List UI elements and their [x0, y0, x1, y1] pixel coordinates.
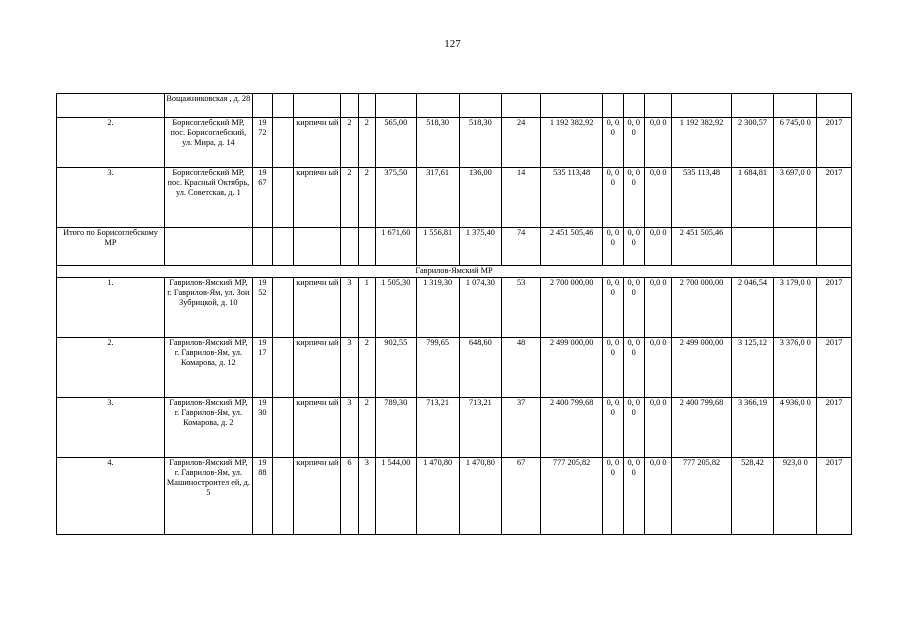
cell-cost-per-sqm: 528,42 [731, 458, 774, 535]
cell-address: Гаврилов-Ямский МР, г. Гаврилов-Ям, ул. Машиностроител ей, д. 5 [165, 458, 253, 535]
cell-cost-total: 2 451 505,46 [541, 228, 603, 266]
cell-address: Гаврилов-Ямский МР, г. Гаврилов-Ям, ул. Комарова, д. 12 [165, 338, 253, 398]
cell-year-2 [273, 278, 294, 338]
section-row [57, 266, 852, 278]
cell-completion-year: 2017 [817, 278, 852, 338]
cell-local-budget: 0,0 0 [644, 338, 672, 398]
cell-floors: 2 [341, 168, 358, 228]
cell-address: Гаврилов-Ямский МР, г. Гаврилов-Ям, ул. Зои Зубрицкой, д. 10 [165, 278, 253, 338]
cell-limit-cost: 6 745,0 0 [774, 118, 817, 168]
cell-address: Борисоглебский МР, пос. Красный Октябрь, ул. Советская, д. 1 [165, 168, 253, 228]
cell-living-area: 713,21 [416, 398, 459, 458]
cell-local-budget: 0,0 0 [644, 228, 672, 266]
cell-entrances: 2 [358, 118, 375, 168]
cell-total-area: 565,00 [375, 118, 416, 168]
cell-limit-cost: 4 936,0 0 [774, 398, 817, 458]
cell-entrances: 2 [358, 338, 375, 398]
cell-row-number: 2. [57, 118, 165, 168]
cell-completion-year: 2017 [817, 118, 852, 168]
cell-row-number: Итого по Борисоглебскому МР [57, 228, 165, 266]
cell-entrances: 1 [358, 278, 375, 338]
cell-wall-material [294, 228, 341, 266]
cell-local-budget: 0,0 0 [644, 458, 672, 535]
cell-private-area: 1 074,30 [459, 278, 502, 338]
cell-year-2 [273, 168, 294, 228]
cell-row-number: 3. [57, 168, 165, 228]
cell-limit-cost: 3 697,0 0 [774, 168, 817, 228]
cell-private-area: 136,00 [459, 168, 502, 228]
cell-fund-cost: 0, 0 0 [603, 398, 623, 458]
housing-register-table [56, 93, 852, 535]
cell-region-budget: 0, 0 0 [623, 168, 644, 228]
cell-floors: 6 [341, 458, 358, 535]
cell-residents [502, 94, 541, 118]
cell-cost-total: 535 113,48 [541, 168, 603, 228]
page-number: 127 [444, 38, 461, 50]
cell-row-number: 3. [57, 398, 165, 458]
cell-living-area [416, 94, 459, 118]
cell-completion-year [817, 94, 852, 118]
table-row [57, 278, 852, 338]
cell-region-budget: 0, 0 0 [623, 228, 644, 266]
cell-residents: 67 [502, 458, 541, 535]
cell-total-area [375, 94, 416, 118]
cell-address: Гаврилов-Ямский МР, г. Гаврилов-Ям, ул. Комарова, д. 2 [165, 398, 253, 458]
cell-fund-cost [603, 94, 623, 118]
cell-cost-per-sqm: 2 046,54 [731, 278, 774, 338]
cell-owner-funds: 2 451 505,46 [672, 228, 731, 266]
cell-floors [341, 228, 358, 266]
table-row [57, 168, 852, 228]
table-row [57, 94, 852, 118]
cell-owner-funds: 2 499 000,00 [672, 338, 731, 398]
cell-private-area: 713,21 [459, 398, 502, 458]
cell-cost-total: 2 400 799,68 [541, 398, 603, 458]
cell-private-area: 648,60 [459, 338, 502, 398]
cell-entrances: 2 [358, 398, 375, 458]
table-row [57, 458, 852, 535]
cell-fund-cost: 0, 0 0 [603, 338, 623, 398]
cell-row-number [57, 94, 165, 118]
cell-region-budget: 0, 0 0 [623, 118, 644, 168]
cell-local-budget: 0,0 0 [644, 278, 672, 338]
cell-cost-per-sqm: 1 684,81 [731, 168, 774, 228]
cell-floors: 2 [341, 118, 358, 168]
cell-cost-per-sqm [731, 228, 774, 266]
cell-year: 19 17 [252, 338, 272, 398]
cell-owner-funds: 535 113,48 [672, 168, 731, 228]
cell-cost-per-sqm: 3 366,19 [731, 398, 774, 458]
cell-year: 19 88 [252, 458, 272, 535]
cell-total-area: 1 671,60 [375, 228, 416, 266]
cell-total-area: 1 544,00 [375, 458, 416, 535]
cell-living-area: 518,30 [416, 118, 459, 168]
cell-year-2 [273, 228, 294, 266]
cell-owner-funds: 2 400 799,68 [672, 398, 731, 458]
cell-entrances: 2 [358, 168, 375, 228]
cell-residents: 37 [502, 398, 541, 458]
cell-living-area: 317,61 [416, 168, 459, 228]
cell-private-area: 1 470,80 [459, 458, 502, 535]
cell-residents: 24 [502, 118, 541, 168]
cell-fund-cost: 0, 0 0 [603, 168, 623, 228]
cell-private-area [459, 94, 502, 118]
cell-owner-funds: 777 205,82 [672, 458, 731, 535]
cell-region-budget [623, 94, 644, 118]
cell-year: 19 72 [252, 118, 272, 168]
cell-address: Борисоглебский МР, пос. Борисоглебский, ул. Мира, д. 14 [165, 118, 253, 168]
cell-living-area: 1 319,30 [416, 278, 459, 338]
cell-completion-year: 2017 [817, 338, 852, 398]
cell-cost-total: 1 192 382,92 [541, 118, 603, 168]
cell-fund-cost: 0, 0 0 [603, 118, 623, 168]
cell-residents: 53 [502, 278, 541, 338]
cell-completion-year: 2017 [817, 168, 852, 228]
cell-completion-year: 2017 [817, 398, 852, 458]
table-row [57, 118, 852, 168]
cell-cost-per-sqm [731, 94, 774, 118]
cell-year: 19 52 [252, 278, 272, 338]
cell-year-2 [273, 94, 294, 118]
cell-completion-year: 2017 [817, 458, 852, 535]
cell-year-2 [273, 338, 294, 398]
cell-residents: 14 [502, 168, 541, 228]
cell-year [252, 94, 272, 118]
cell-wall-material: кирпичн ый [294, 168, 341, 228]
section-title: Гаврилов-Ямский МР [57, 266, 852, 278]
table-row [57, 398, 852, 458]
cell-limit-cost: 3 376,0 0 [774, 338, 817, 398]
cell-living-area: 1 556,81 [416, 228, 459, 266]
cell-cost-total: 2 499 000,00 [541, 338, 603, 398]
cell-local-budget: 0,0 0 [644, 168, 672, 228]
cell-cost-total: 2 700 000,00 [541, 278, 603, 338]
cell-entrances [358, 228, 375, 266]
cell-limit-cost [774, 228, 817, 266]
cell-wall-material: кирпичн ый [294, 338, 341, 398]
cell-total-area: 789,30 [375, 398, 416, 458]
cell-cost-total: 777 205,82 [541, 458, 603, 535]
cell-floors [341, 94, 358, 118]
cell-fund-cost: 0, 0 0 [603, 228, 623, 266]
cell-total-area: 375,50 [375, 168, 416, 228]
cell-private-area: 1 375,40 [459, 228, 502, 266]
cell-fund-cost: 0, 0 0 [603, 458, 623, 535]
table-row [57, 338, 852, 398]
cell-region-budget: 0, 0 0 [623, 278, 644, 338]
cell-completion-year [817, 228, 852, 266]
table-row [57, 228, 852, 266]
cell-fund-cost: 0, 0 0 [603, 278, 623, 338]
cell-year-2 [273, 398, 294, 458]
cell-residents: 74 [502, 228, 541, 266]
cell-row-number: 4. [57, 458, 165, 535]
cell-wall-material: кирпичн ый [294, 278, 341, 338]
cell-floors: 3 [341, 278, 358, 338]
cell-address [165, 228, 253, 266]
cell-limit-cost: 923,0 0 [774, 458, 817, 535]
cell-cost-per-sqm: 3 125,12 [731, 338, 774, 398]
cell-wall-material: кирпичн ый [294, 398, 341, 458]
cell-owner-funds: 2 700 000,00 [672, 278, 731, 338]
cell-region-budget: 0, 0 0 [623, 458, 644, 535]
cell-residents: 48 [502, 338, 541, 398]
cell-region-budget: 0, 0 0 [623, 338, 644, 398]
cell-wall-material: кирпичн ый [294, 118, 341, 168]
cell-row-number: 1. [57, 278, 165, 338]
cell-local-budget [644, 94, 672, 118]
cell-row-number: 2. [57, 338, 165, 398]
cell-entrances: 3 [358, 458, 375, 535]
cell-local-budget: 0,0 0 [644, 398, 672, 458]
cell-limit-cost: 3 179,0 0 [774, 278, 817, 338]
cell-year-2 [273, 458, 294, 535]
cell-wall-material [294, 94, 341, 118]
cell-floors: 3 [341, 398, 358, 458]
cell-total-area: 902,55 [375, 338, 416, 398]
cell-owner-funds: 1 192 382,92 [672, 118, 731, 168]
cell-owner-funds [672, 94, 731, 118]
cell-entrances [358, 94, 375, 118]
cell-year [252, 228, 272, 266]
cell-floors: 3 [341, 338, 358, 398]
cell-private-area: 518,30 [459, 118, 502, 168]
cell-living-area: 1 470,80 [416, 458, 459, 535]
cell-region-budget: 0, 0 0 [623, 398, 644, 458]
cell-total-area: 1 505,30 [375, 278, 416, 338]
cell-wall-material: кирпичн ый [294, 458, 341, 535]
cell-living-area: 799,65 [416, 338, 459, 398]
cell-year: 19 67 [252, 168, 272, 228]
cell-year: 19 30 [252, 398, 272, 458]
cell-local-budget: 0,0 0 [644, 118, 672, 168]
cell-year-2 [273, 118, 294, 168]
cell-cost-total [541, 94, 603, 118]
cell-address: Вощажниковская , д. 28 [165, 94, 253, 118]
cell-limit-cost [774, 94, 817, 118]
cell-cost-per-sqm: 2 300,57 [731, 118, 774, 168]
